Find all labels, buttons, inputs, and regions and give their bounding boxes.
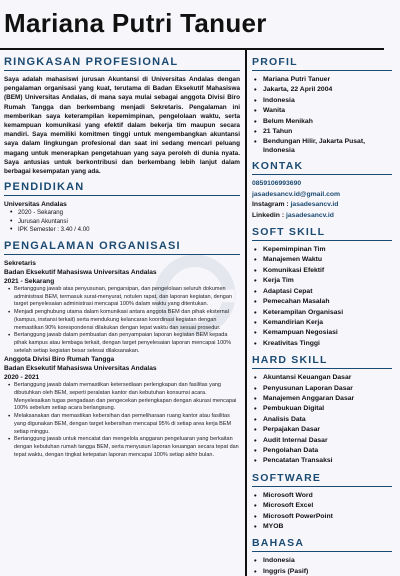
- contact-title: KONTAK: [252, 160, 392, 175]
- contact-instagram: [252, 200, 392, 210]
- organization-title: PENGALAMAN ORGANISASI: [4, 240, 240, 255]
- education-school: Universitas Andalas: [4, 201, 67, 209]
- org-duties: [4, 286, 240, 355]
- instagram-link[interactable]: jasadesancv.id: [290, 201, 339, 209]
- org-role: Sekretaris: [4, 260, 36, 268]
- software-title: SOFTWARE: [252, 472, 392, 487]
- column-divider: [245, 48, 247, 576]
- summary-title: RINGKASAN PROFESIONAL: [4, 56, 240, 71]
- list-item: • Microsoft PowerPoint: [254, 512, 392, 522]
- list-item: • Komunikasi Efektif: [254, 266, 392, 276]
- top-divider: [0, 48, 384, 50]
- org-name: Badan Eksekutif Mahasiswa Universitas Andalas: [4, 269, 157, 277]
- list-item: • Kepemimpinan Tim: [254, 245, 392, 255]
- list-item: • Penyusunan Laporan Dasar: [254, 384, 392, 394]
- list-item: • Bertanggung jawab dalam memastikan ketersediaan perlengkapan dan fasilitas yang dibutuhkan oleh BEM, seperti peralatan kantor dan kebutuhan konsumsi acara. Menyelesaikan tugas pengadaan dan pengecekan perlengkapan dengan akurasi mencapai 100% sebelum setiap acara berlangsung.: [8, 382, 240, 413]
- left-column: [4, 56, 240, 459]
- list-item: • Microsoft Word: [254, 491, 392, 501]
- org-period: 2021 - Sekarang: [4, 278, 55, 286]
- contact-email[interactable]: jasadesancv.id@gmail.com: [252, 190, 341, 198]
- list-item: • Kerja Tim: [254, 276, 392, 286]
- software-list: [252, 491, 392, 533]
- list-item: • Bertanggung jawab untuk mencatat dan mengelola anggaran pengeluaran yang berkaitan dengan kebutuhan rumah tangga BEM, serta menyusun laporan keuangan secara tepat dan tepat waktu, dengan tingkat ketepatan laporan mencapai 100% setiap akhir bulan.: [8, 436, 240, 459]
- resume-name: Mariana Putri Tanuer: [4, 8, 267, 38]
- list-item: • Analisis Data: [254, 415, 392, 425]
- profile-list: [252, 75, 392, 155]
- list-item: • Bertanggung jawab atas penyusunan, pengarsipan, dan pengelolaan seluruh dokumen administrasi BEM, termasuk surat-menyurat, notulen rapat, dan laporan kegiatan, dengan target penyelesaian administrasi mencapai 100% dalam waktu yang ditentukan.: [8, 286, 240, 309]
- list-item: • Indonesia: [254, 556, 392, 566]
- language-list: [252, 556, 392, 576]
- instagram-label: Instagram :: [252, 201, 291, 209]
- list-item: • Pengolahan Data: [254, 446, 392, 456]
- org-name: Badan Eksekutif Mahasiswa Universitas Andalas: [4, 365, 157, 373]
- list-item: • Mariana Putri Tanuer: [254, 75, 392, 85]
- list-item: • Melaksanakan dan memastikan kebersihan dan pemeliharaan ruang kantor atau fasilitas yang digunakan BEM, dengan target kebersihan mencapai 95% di setiap area kerja BEM setiap minggu.: [8, 413, 240, 436]
- list-item: • Jakarta, 22 April 2004: [254, 85, 392, 95]
- linkedin-label: Linkedin :: [252, 211, 286, 219]
- language-title: BAHASA: [252, 537, 392, 552]
- list-item: • Manajemen Waktu: [254, 255, 392, 265]
- summary-text: Saya adalah mahasiswi jurusan Akuntansi di Universitas Andalas dengan pengalaman organisasi yang kuat, terutama di Badan Eksekutif Mahasiswa (BEM) Universitas Andalas, di mana saya mulai sebagai anggota Divisi Biro Rumah Tangga dan berkembang menjadi Sekretaris. Pengalaman ini memberikan saya keterampilan kepemimpinan, pengelolaan waktu, serta kemampuan komunikasi yang efektif dalam bekerja tim maupun secara mandiri. Saya memiliki komitmen tinggi untuk mengembangkan akuntansi saya dalam lingkungan profesional dan saat ini sedang mencari peluang magang untuk menerapkan pengetahuan yang saya peroleh di dunia nyata. Saya antusias untuk berkontribusi dan berkembang lebih lanjut dalam berbagai kesempatan yang ada.: [4, 76, 240, 176]
- list-item: • MYOB: [254, 522, 392, 532]
- soft-skill-list: [252, 245, 392, 349]
- education-title: PENDIDIKAN: [4, 181, 240, 196]
- profile-title: PROFIL: [252, 56, 392, 71]
- contact-phone[interactable]: 0859106993690: [252, 180, 302, 188]
- list-item: • IPK Semester : 3.40 / 4.00: [10, 226, 240, 235]
- list-item: • 21 Tahun: [254, 127, 392, 137]
- list-item: • Kemampuan Negosiasi: [254, 328, 392, 338]
- org-period: 2020 - 2021: [4, 374, 40, 382]
- list-item: • Inggris (Pasif): [254, 567, 392, 576]
- list-item: • Kemandirian Kerja: [254, 318, 392, 328]
- list-item: • Perpajakan Dasar: [254, 425, 392, 435]
- list-item: • Manajemen Anggaran Dasar: [254, 394, 392, 404]
- list-item: • 2020 - Sekarang: [10, 209, 240, 218]
- list-item: • Pencatatan Transaksi: [254, 456, 392, 466]
- list-item: • Bertanggung jawab dalam pembuatan dan penyampaian laporan kegiatan BEM kepada pihak kampus atau lembaga terkait, dengan target penyelesaian laporan mencapai 100% setelah setiap kegiatan besar selesai dilaksanakan.: [8, 332, 240, 355]
- org-role: Anggota Divisi Biro Rumah Tangga: [4, 356, 115, 364]
- list-item: • Keterampilan Organisasi: [254, 308, 392, 318]
- linkedin-link[interactable]: jasadesancv.id: [286, 211, 334, 219]
- list-item: • Kreativitas Tinggi: [254, 339, 392, 349]
- contact-linkedin: [252, 211, 392, 221]
- list-item: • Audit Internal Dasar: [254, 436, 392, 446]
- list-item: • Pembukuan Digital: [254, 404, 392, 414]
- list-item: • Wanita: [254, 106, 392, 116]
- list-item: • Microsoft Excel: [254, 501, 392, 511]
- list-item: • Bendungan Hilir, Jakarta Pusat, Indonesia: [254, 137, 392, 155]
- education-list: [4, 209, 240, 235]
- hard-skill-title: HARD SKILL: [252, 354, 392, 369]
- list-item: • Belum Menikah: [254, 117, 392, 127]
- right-column: [252, 56, 392, 576]
- list-item: • Indonesia: [254, 96, 392, 106]
- hard-skill-list: [252, 373, 392, 467]
- list-item: • Akuntansi Keuangan Dasar: [254, 373, 392, 383]
- list-item: • Adaptasi Cepat: [254, 287, 392, 297]
- list-item: • Pemecahan Masalah: [254, 297, 392, 307]
- soft-skill-title: SOFT SKILL: [252, 226, 392, 241]
- list-item: • Menjadi penghubung utama dalam komunikasi antara anggota BEM dan pihak eksternal (kampus, instansi terkait) serta mendukung kelancaran koordinasi kegiatan dengan memastikan 90% korespondensi dilakukan dengan tepat waktu dan sesuai prosedur.: [8, 309, 240, 332]
- org-duties: [4, 382, 240, 459]
- list-item: • Jurusan Akuntansi: [10, 218, 240, 227]
